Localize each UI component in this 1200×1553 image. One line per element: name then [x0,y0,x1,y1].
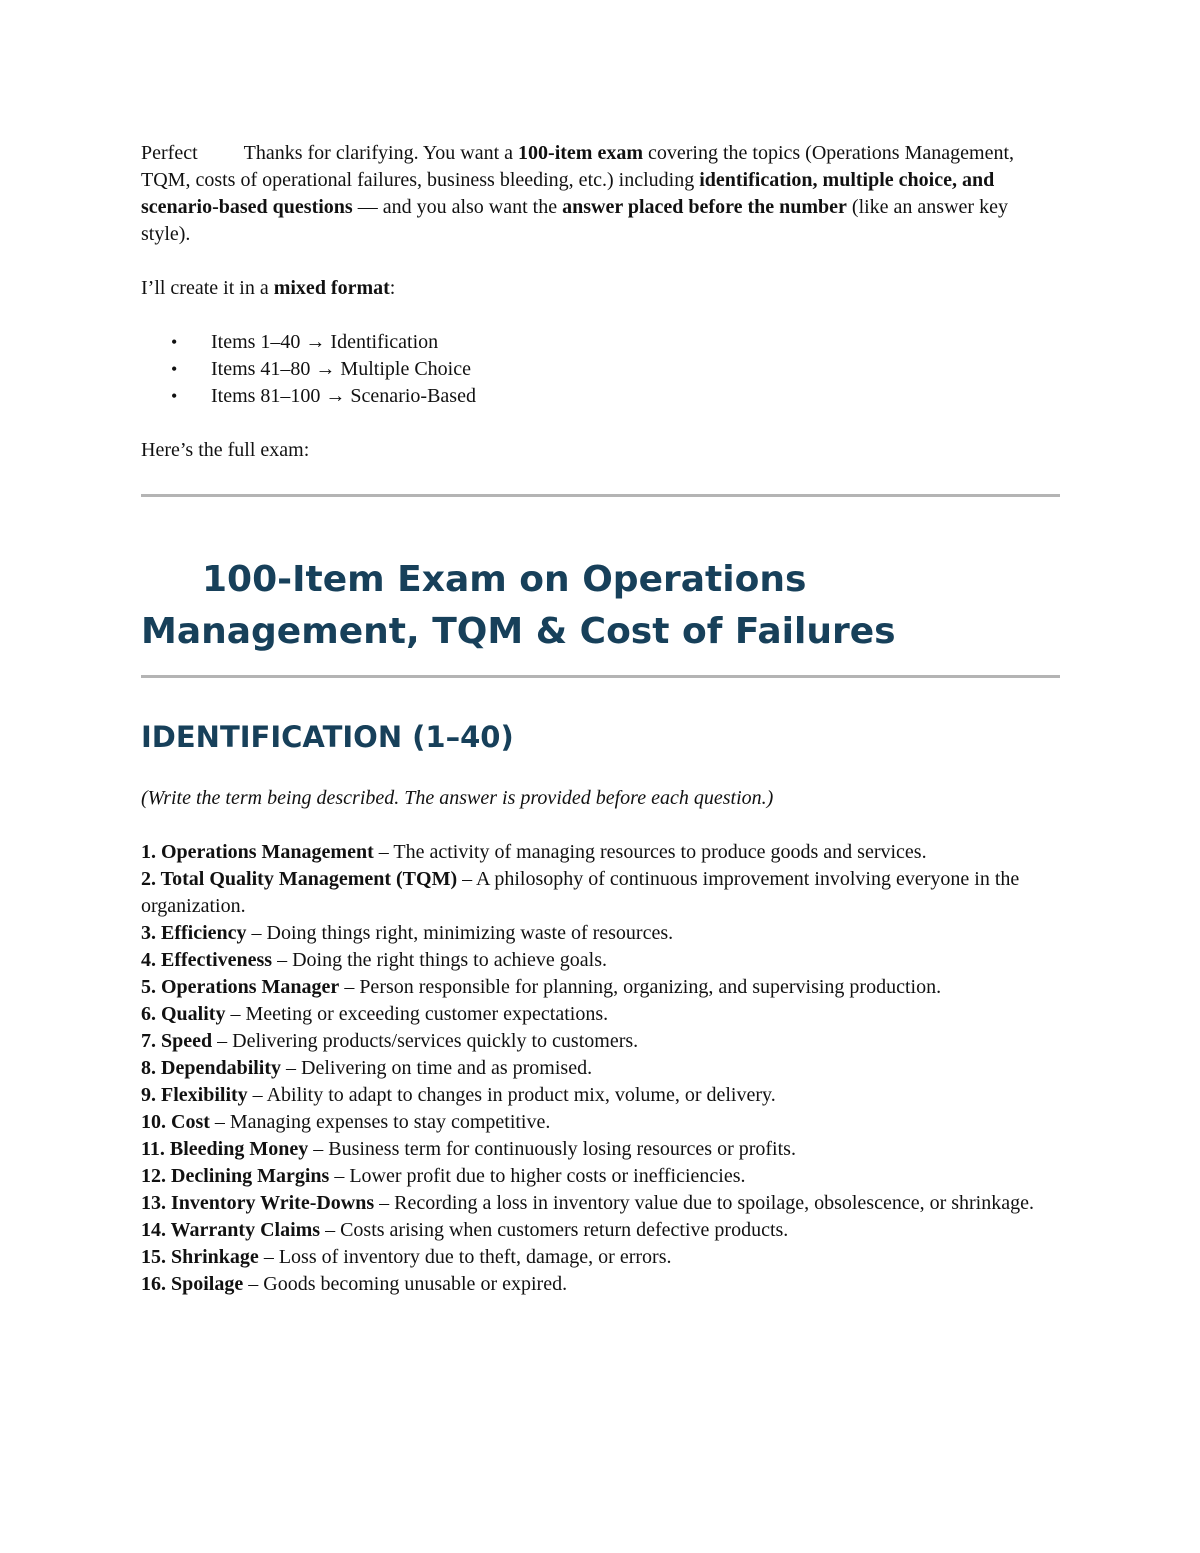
identification-items [141,839,1061,1298]
identification-item: 7. Speed – Delivering products/services quickly to customers. [141,1030,639,1052]
identification-item: 10. Cost – Managing expenses to stay competitive. [141,1111,551,1133]
intro-text-1: Thanks for clarifying. You want a [243,142,519,164]
intro-bold-100-item: 100-item exam [518,142,643,164]
format-paragraph: I’ll create it in a mixed format: [141,277,396,299]
intro-text-2: covering the topics (Operations Management, TQM, costs of operational failures, business bleeding, etc.) including [141,142,1014,191]
identification-item: 5. Operations Manager – Person responsible for planning, organizing, and supervising production. [141,976,942,998]
document-page [141,140,1061,1298]
format-list-item: • Items 1–40 → Identification [141,329,1061,356]
exam-title: 100-Item Exam on Operations Management, TQM & Cost of Failures [141,559,896,652]
identification-item: 1. Operations Management – The activity of managing resources to produce goods and services. [141,841,927,863]
intro-text-4: (like an answer key style). [141,196,1008,245]
bullet-icon: • [171,386,178,406]
intro-bold-answer-placement: answer placed before the number [562,196,847,218]
bullet-icon: • [171,332,178,352]
identification-item: 2. Total Quality Management (TQM) – A philosophy of continuous improvement involving everyone in the organization. [141,868,1020,917]
bullet-icon: • [171,359,178,379]
identification-item: 16. Spoilage – Goods becoming unusable or expired. [141,1273,568,1295]
format-list-item: • Items 81–100 → Scenario-Based [141,383,1061,410]
identification-item: 4. Effectiveness – Doing the right things to achieve goals. [141,949,608,971]
identification-item: 14. Warranty Claims – Costs arising when customers return defective products. [141,1219,789,1241]
format-list-item: • Items 41–80 → Multiple Choice [141,356,1061,383]
identification-item: 9. Flexibility – Ability to adapt to changes in product mix, volume, or delivery. [141,1084,776,1106]
identification-item: 15. Shrinkage – Loss of inventory due to theft, damage, or errors. [141,1246,672,1268]
intro-bold-question-types: identification, multiple choice, and scenario-based questions [141,169,995,218]
identification-item: 11. Bleeding Money – Business term for continuously losing resources or profits. [141,1138,796,1160]
identification-item: 8. Dependability – Delivering on time and as promised. [141,1057,593,1079]
section-instructions: (Write the term being described. The answer is provided before each question.) [141,787,774,809]
identification-item: 6. Quality – Meeting or exceeding customer expectations. [141,1003,609,1025]
identification-item: 3. Efficiency – Doing things right, minimizing waste of resources. [141,922,674,944]
mixed-format-bold: mixed format [273,277,390,299]
intro-text-3: — and you also want the [352,196,563,218]
identification-item: 12. Declining Margins – Lower profit due to higher costs or inefficiencies. [141,1165,746,1187]
section-heading: IDENTIFICATION (1–40) [141,720,514,754]
intro-paragraph [141,140,1061,248]
intro-perfect: Perfect [141,142,198,164]
identification-item: 13. Inventory Write-Downs – Recording a loss in inventory value due to spoilage, obsolescence, or shrinkage. [141,1192,1034,1214]
format-list [141,329,1061,410]
full-exam-lead: Here’s the full exam: [141,439,310,461]
